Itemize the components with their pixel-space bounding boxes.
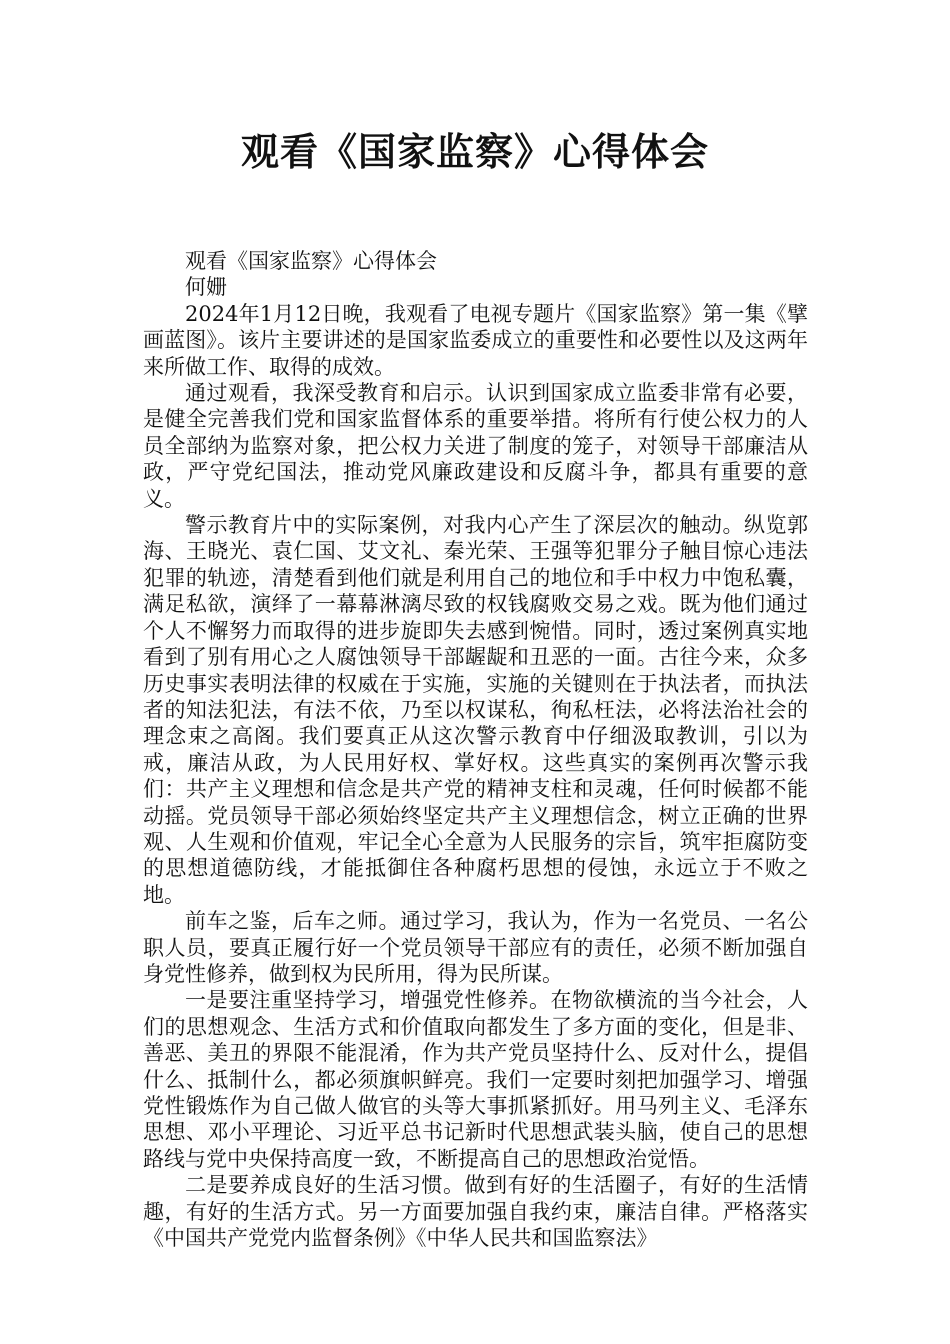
document-body	[143, 248, 808, 1251]
document-subtitle: 观看《国家监察》心得体会	[185, 249, 437, 273]
paragraph: 一是要注重坚持学习，增强党性修养。在物欲横流的当今社会，人们的思想观念、生活方式和价值取向都发生了多方面的变化，但是非、善恶、美丑的界限不能混淆，作为共产党员坚持什么、反对什么，提倡什么、抵制什么，都必须旗帜鲜亮。我们一定要时刻把加强学习、增强党性锻炼作为自己做人做官的头等大事抓紧抓好。用马列主义、毛泽东思想、邓小平理论、习近平总书记新时代思想武装头脑，使自己的思想路线与党中央保持高度一致，不断提高自己的思想政治觉悟。	[143, 988, 808, 1171]
paragraph: 警示教育片中的实际案例，对我内心产生了深层次的触动。纵览郭海、王晓光、袁仁国、艾文礼、秦光荣、王强等犯罪分子触目惊心违法犯罪的轨迹，清楚看到他们就是利用自己的地位和手中权力中饱私囊，满足私欲，演绎了一幕幕淋漓尽致的权钱腐败交易之戏。既为他们通过个人不懈努力而取得的进步旋即失去感到惋惜。同时，透过案例真实地看到了别有用心之人腐蚀领导干部龌龊和丑恶的一面。古往今来，众多历史事实表明法律的权威在于实施，实施的关键则在于执法者，而执法者的知法犯法，有法不依，乃至以权谋私，徇私枉法，必将法治社会的理念束之高阁。我们要真正从这次警示教育中仔细汲取教训，引以为戒，廉洁从政，为人民用好权、掌好权。这些真实的案例再次警示我们：共产主义理想和信念是共产党的精神支柱和灵魂，任何时候都不能动摇。党员领导干部必须始终坚定共产主义理想信念，树立正确的世界观、人生观和价值观，牢记全心全意为人民服务的宗旨，筑牢拒腐防变的思想道德防线，才能抵御住各种腐朽思想的侵蚀，永远立于不败之地。	[143, 513, 808, 907]
document-author: 何姗	[185, 275, 227, 300]
paragraph: 2024年1月12日晚，我观看了电视专题片《国家监察》第一集《擘画蓝图》。该片主要讲述的是国家监委成立的重要性和必要性以及这两年来所做工作、取得的成效。	[143, 301, 808, 379]
paragraph: 二是要养成良好的生活习惯。做到有好的生活圈子，有好的生活情趣，有好的生活方式。另一方面要加强自我约束，廉洁自律。严格落实《中国共产党党内监督条例》《中华人民共和国监察法》	[143, 1173, 808, 1251]
paragraph: 前车之鉴，后车之师。通过学习，我认为，作为一名党员、一名公职人员，要真正履行好一个党员领导干部应有的责任，必须不断加强自身党性修养，做到权为民所用，得为民所谋。	[143, 909, 808, 986]
paragraph: 通过观看，我深受教育和启示。认识到国家成立监委非常有必要，是健全完善我们党和国家监督体系的重要举措。将所有行使公权力的人员全部纳为监察对象，把公权力关进了制度的笼子，对领导干部廉洁从政，严守党纪国法，推动党风廉政建设和反腐斗争，都具有重要的意义。	[143, 381, 808, 511]
document-title: 观看《国家监察》心得体会	[240, 130, 709, 174]
